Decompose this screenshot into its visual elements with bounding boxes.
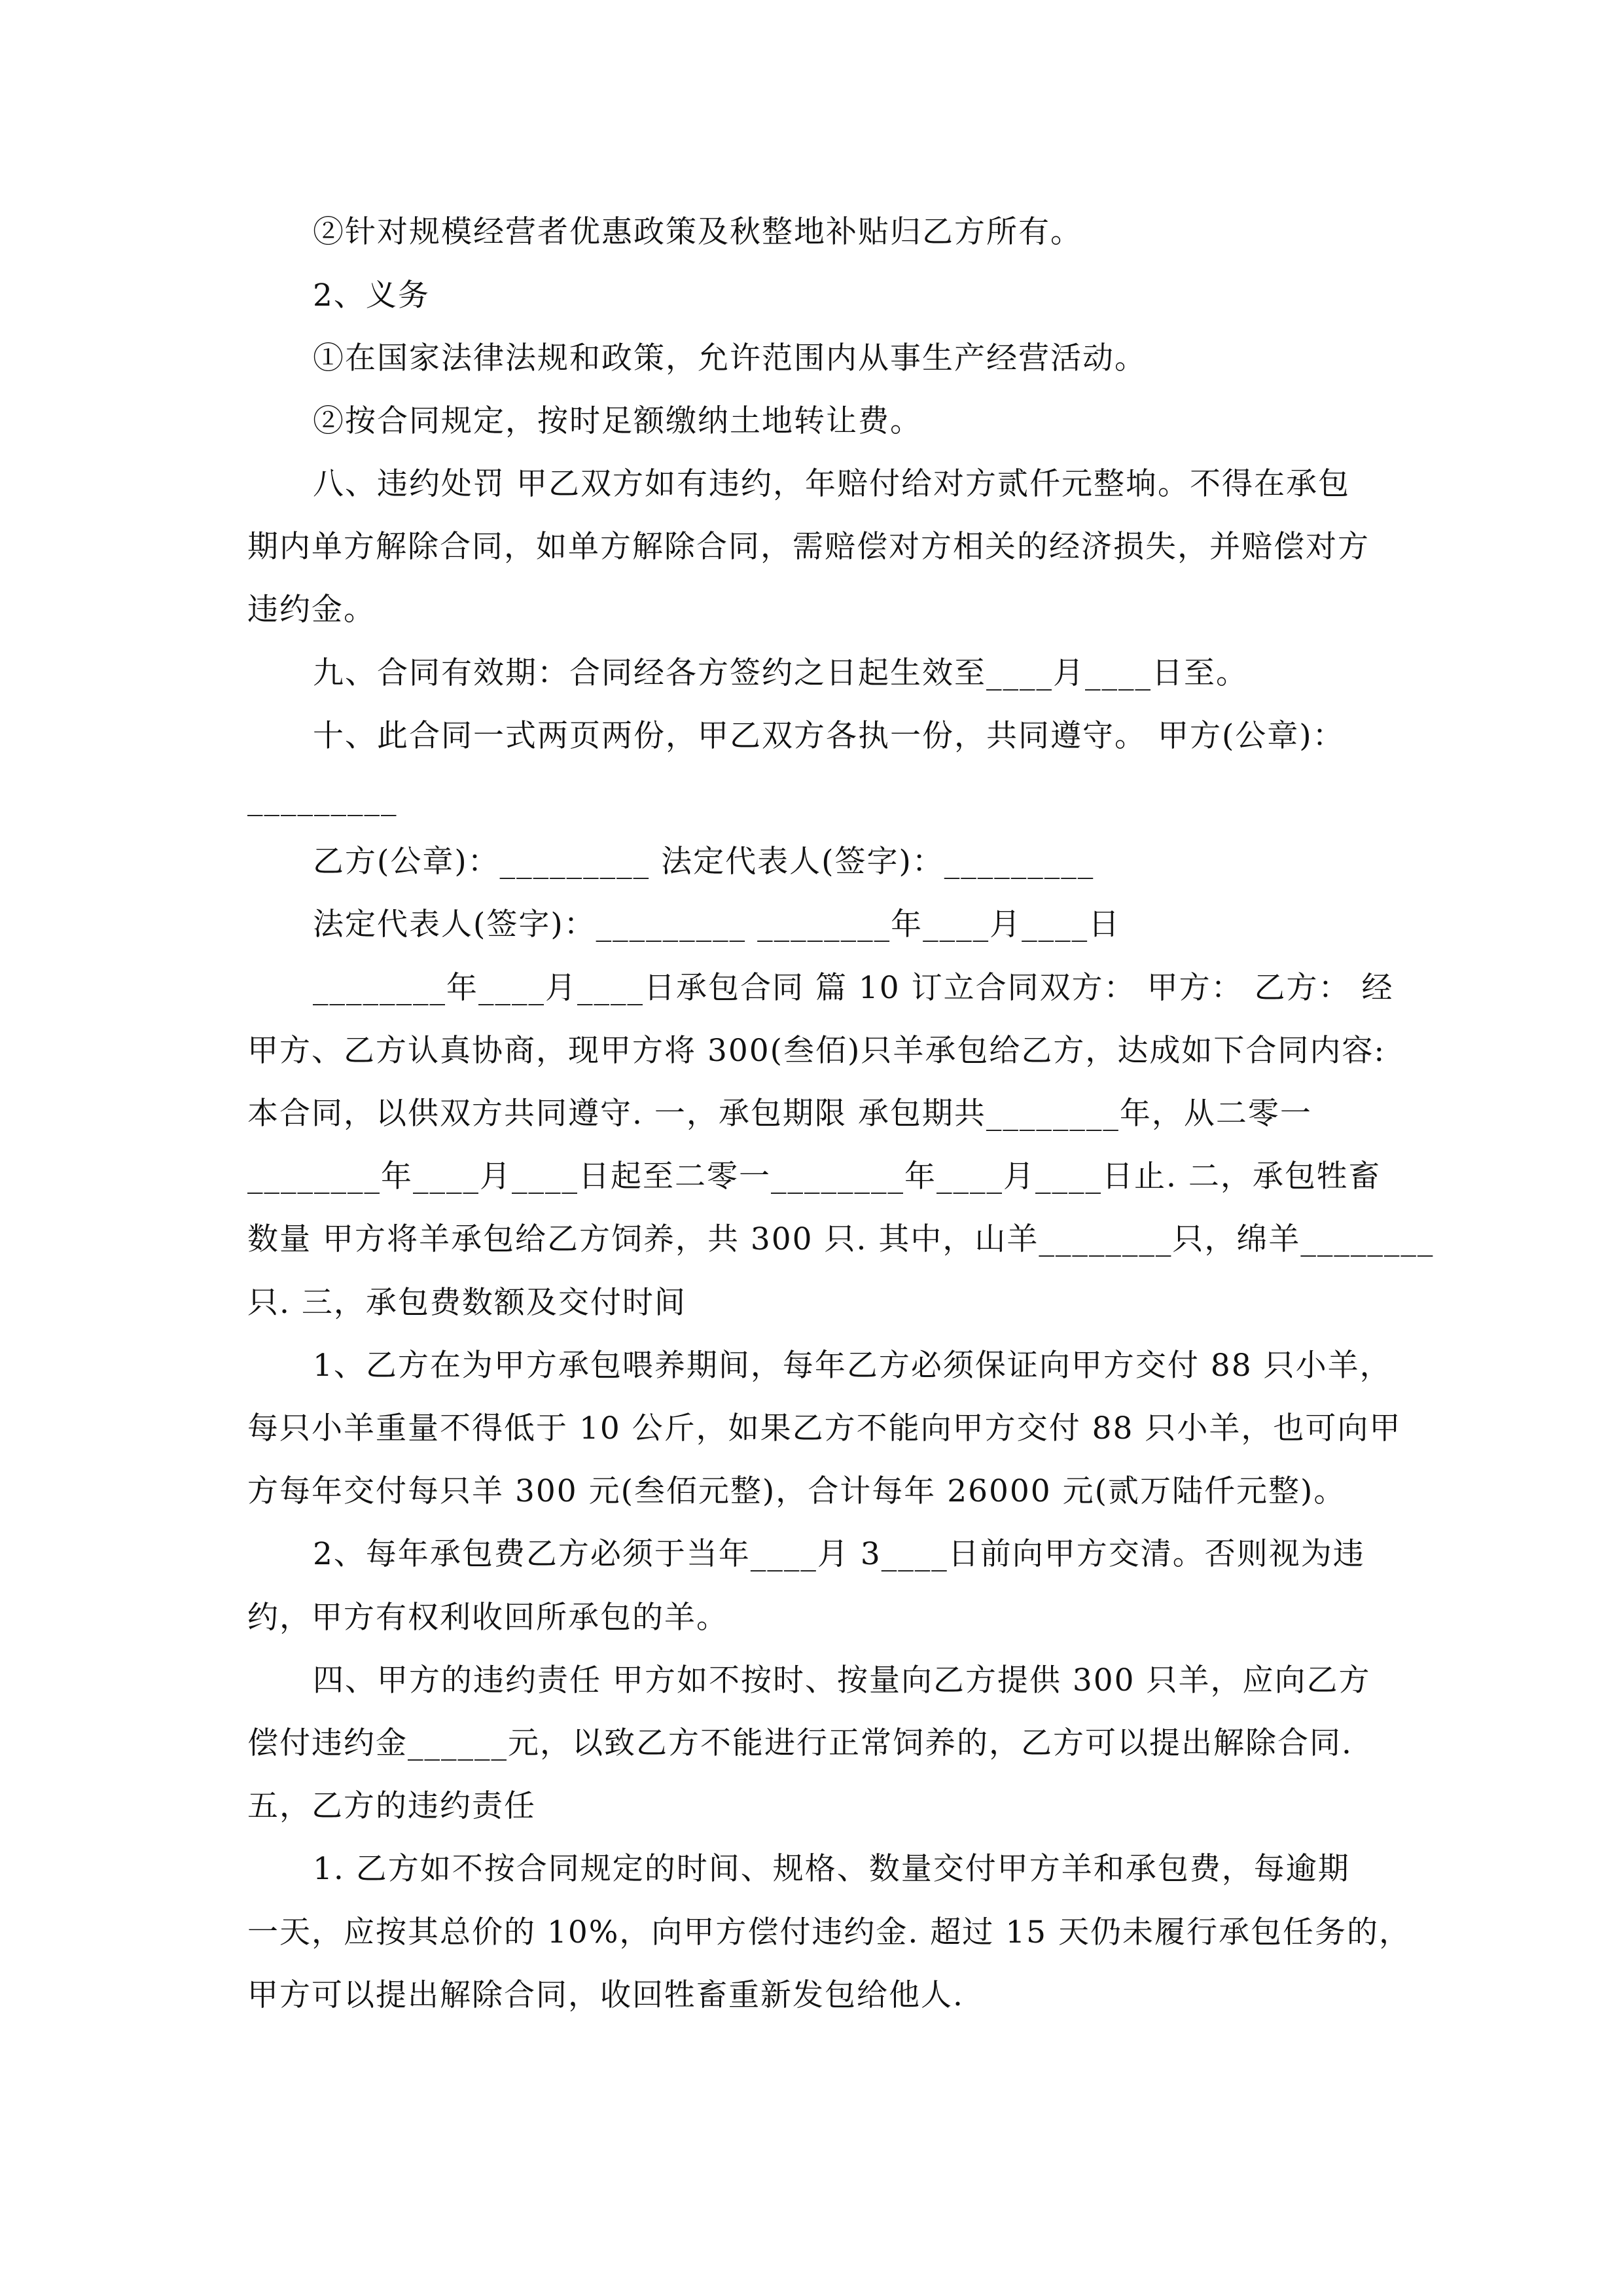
text-line: 1、乙方在为甲方承包喂养期间，每年乙方必须保证向甲方交付 88 只小羊， <box>313 1348 1392 1384</box>
text-line: 约，甲方有权利收回所承包的羊。 <box>247 1600 728 1636</box>
text-line: 甲方可以提出解除合同，收回牲畜重新发包给他人. <box>247 1977 964 2013</box>
text-line: ________年____月____日承包合同 篇 10 订立合同双方： 甲方： 乙方： 经 <box>313 970 1394 1006</box>
text-line: 一天，应按其总价的 10%，向甲方偿付违约金. 超过 15 天仍未履行承包任务的， <box>247 1914 1411 1950</box>
text-line: ②按合同规定，按时足额缴纳土地转让费。 <box>313 403 922 439</box>
text-line: 期内单方解除合同，如单方解除合同，需赔偿对方相关的经济损失，并赔偿对方 <box>247 529 1370 565</box>
text-line: 违约金。 <box>247 592 376 628</box>
text-line: 2、每年承包费乙方必须于当年____月 3____日前向甲方交清。否则视为违 <box>313 1536 1365 1572</box>
signature-blank: _________ <box>247 781 398 817</box>
text-line: 本合同，以供双方共同遵守. 一，承包期限 承包期共________年，从二零一 <box>247 1096 1312 1132</box>
text-line: 偿付违约金______元，以致乙方不能进行正常饲养的，乙方可以提出解除合同. <box>247 1725 1353 1761</box>
text-line: 五，乙方的违约责任 <box>247 1788 536 1824</box>
text-line: ________年____月____日起至二零一________年____月____日止. 二，承包牲畜 <box>247 1158 1381 1194</box>
text-line: ①在国家法律法规和政策，允许范围内从事生产经营活动。 <box>313 340 1147 376</box>
text-line: 四、甲方的违约责任 甲方如不按时、按量向乙方提供 300 只羊，应向乙方 <box>313 1662 1371 1698</box>
text-line: 乙方(公章)：_________ 法定代表人(签字)：_________ <box>313 844 1095 880</box>
text-line: ②针对规模经营者优惠政策及秋整地补贴归乙方所有。 <box>313 214 1082 250</box>
text-line: 2、义务 <box>313 278 430 314</box>
text-line: 法定代表人(签字)：_________ ________年____月____日 <box>313 906 1121 942</box>
text-line: 1. 乙方如不按合同规定的时间、规格、数量交付甲方羊和承包费，每逾期 <box>313 1851 1350 1887</box>
text-line: 十、此合同一式两页两份，甲乙双方各执一份，共同遵守。 甲方(公章)： <box>313 718 1345 754</box>
text-line: 甲方、乙方认真协商，现甲方将 300(叁佰)只羊承包给乙方，达成如下合同内容: <box>247 1033 1386 1069</box>
text-line: 只. 三，承包费数额及交付时间 <box>247 1285 687 1321</box>
text-line: 方每年交付每只羊 300 元(叁佰元整)，合计每年 26000 元(贰万陆仟元整)。 <box>247 1473 1346 1509</box>
text-line: 数量 甲方将羊承包给乙方饲养，共 300 只. 其中，山羊________只，绵羊________ <box>247 1221 1435 1257</box>
text-line: 每只小羊重量不得低于 10 公斤，如果乙方不能向甲方交付 88 只小羊，也可向甲 <box>247 1410 1402 1446</box>
text-line: 八、违约处罚 甲乙双方如有违约，年赔付给对方贰仟元整垧。不得在承包 <box>313 466 1350 502</box>
text-line: 九、合同有效期：合同经各方签约之日起生效至____月____日至。 <box>313 655 1248 691</box>
